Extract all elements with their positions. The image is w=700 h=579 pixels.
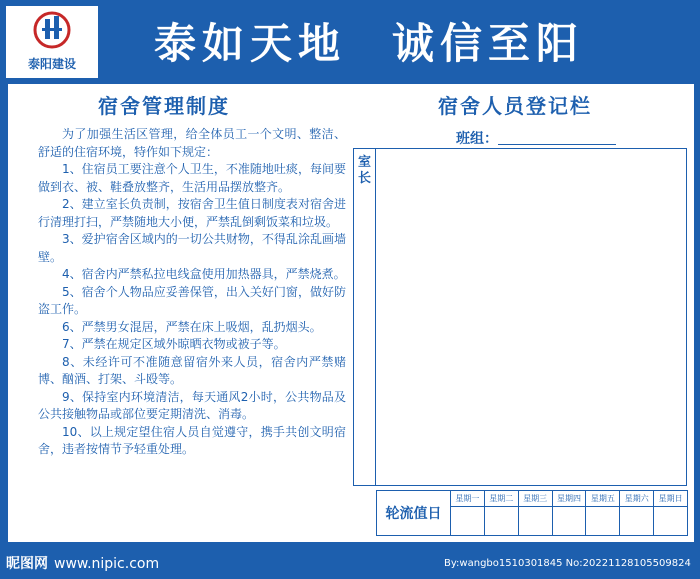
site-watermark [6,553,159,573]
day-column [620,491,654,535]
banzu-label: 班组： [456,131,498,147]
watermark-bar [0,546,700,579]
rules-intro: 为了加强生活区管理，给全体员工一个文明、整洁、舒适的住宿环境，特作如下规定： [38,127,346,159]
rule-item: 9、保持室内环境清洁，每天通风2小时，公共物品及公共接触物品或部位要定期清洗、消毒。 [38,389,346,421]
rules-body [38,126,346,459]
day-label: 星期六 [620,491,653,507]
roster-label-cell [354,149,376,485]
building-logo-icon [32,10,72,50]
day-label: 星期日 [654,491,687,507]
rule-item: 1、住宿员工要注意个人卫生，不准随地吐痰，每间要做到衣、被、鞋叠放整齐，生活用品摆放整齐。 [38,162,346,194]
company-logo [6,6,98,78]
day-label: 星期五 [586,491,619,507]
day-column [519,491,553,535]
register-title: 宿舍人员登记栏 [438,94,592,118]
day-label: 星期二 [485,491,518,507]
site-url: www.nipic.com [54,556,160,572]
site-name: 昵图网 [6,556,48,572]
day-label: 星期四 [553,491,586,507]
rule-item: 6、严禁男女混居，严禁在床上吸烟，乱扔烟头。 [62,319,322,334]
day-column [553,491,587,535]
rules-title: 宿舍管理制度 [98,94,230,118]
rule-item: 8、未经许可不准随意留宿外来人员，宿舍内严禁赌博、酗酒、打架、斗殴等。 [38,354,346,386]
content-panel [8,84,694,542]
roster-label: 室长 [358,155,372,186]
day-column [451,491,485,535]
day-label: 星期三 [519,491,552,507]
roster-box [353,148,687,486]
rule-item: 3、爱护宿舍区域内的一切公共财物，不得乱涂乱画墙壁。 [38,232,346,264]
header-bar [0,0,700,82]
company-name: 泰阳建设 [27,57,76,71]
day-column [586,491,620,535]
rule-item: 7、严禁在规定区域外晾晒衣物或被子等。 [62,337,286,351]
banzu-input-line [498,144,616,145]
rule-item: 4、宿舍内严禁私拉电线盒使用加热器具，严禁烧煮。 [62,267,346,281]
day-column [485,491,519,535]
rule-item: 5、宿舍个人物品应妥善保管，出入关好门窗，做好防盗工作。 [38,284,346,316]
day-label: 星期一 [451,491,484,507]
slogan-left: 泰如天地 [154,19,347,68]
slogan [110,8,700,74]
duty-label: 轮流值日 [377,491,451,535]
rule-item: 2、建立室长负责制，按宿舍卫生值日制度表对宿舍进行清理打扫，严禁随地大小便，严禁乱倒剩饭菜和垃圾。 [38,197,346,229]
duty-table [376,490,688,536]
rule-item: 10、以上规定望住宿人员自觉遵守，携手共创文明宿舍，违者按情节予轻重处理。 [38,424,346,456]
duty-days [451,491,687,535]
slogan-right: 诚信至阳 [392,19,585,68]
day-column [654,491,687,535]
image-credit: By:wangbo1510301845 No:20221128105509824 [444,558,691,569]
